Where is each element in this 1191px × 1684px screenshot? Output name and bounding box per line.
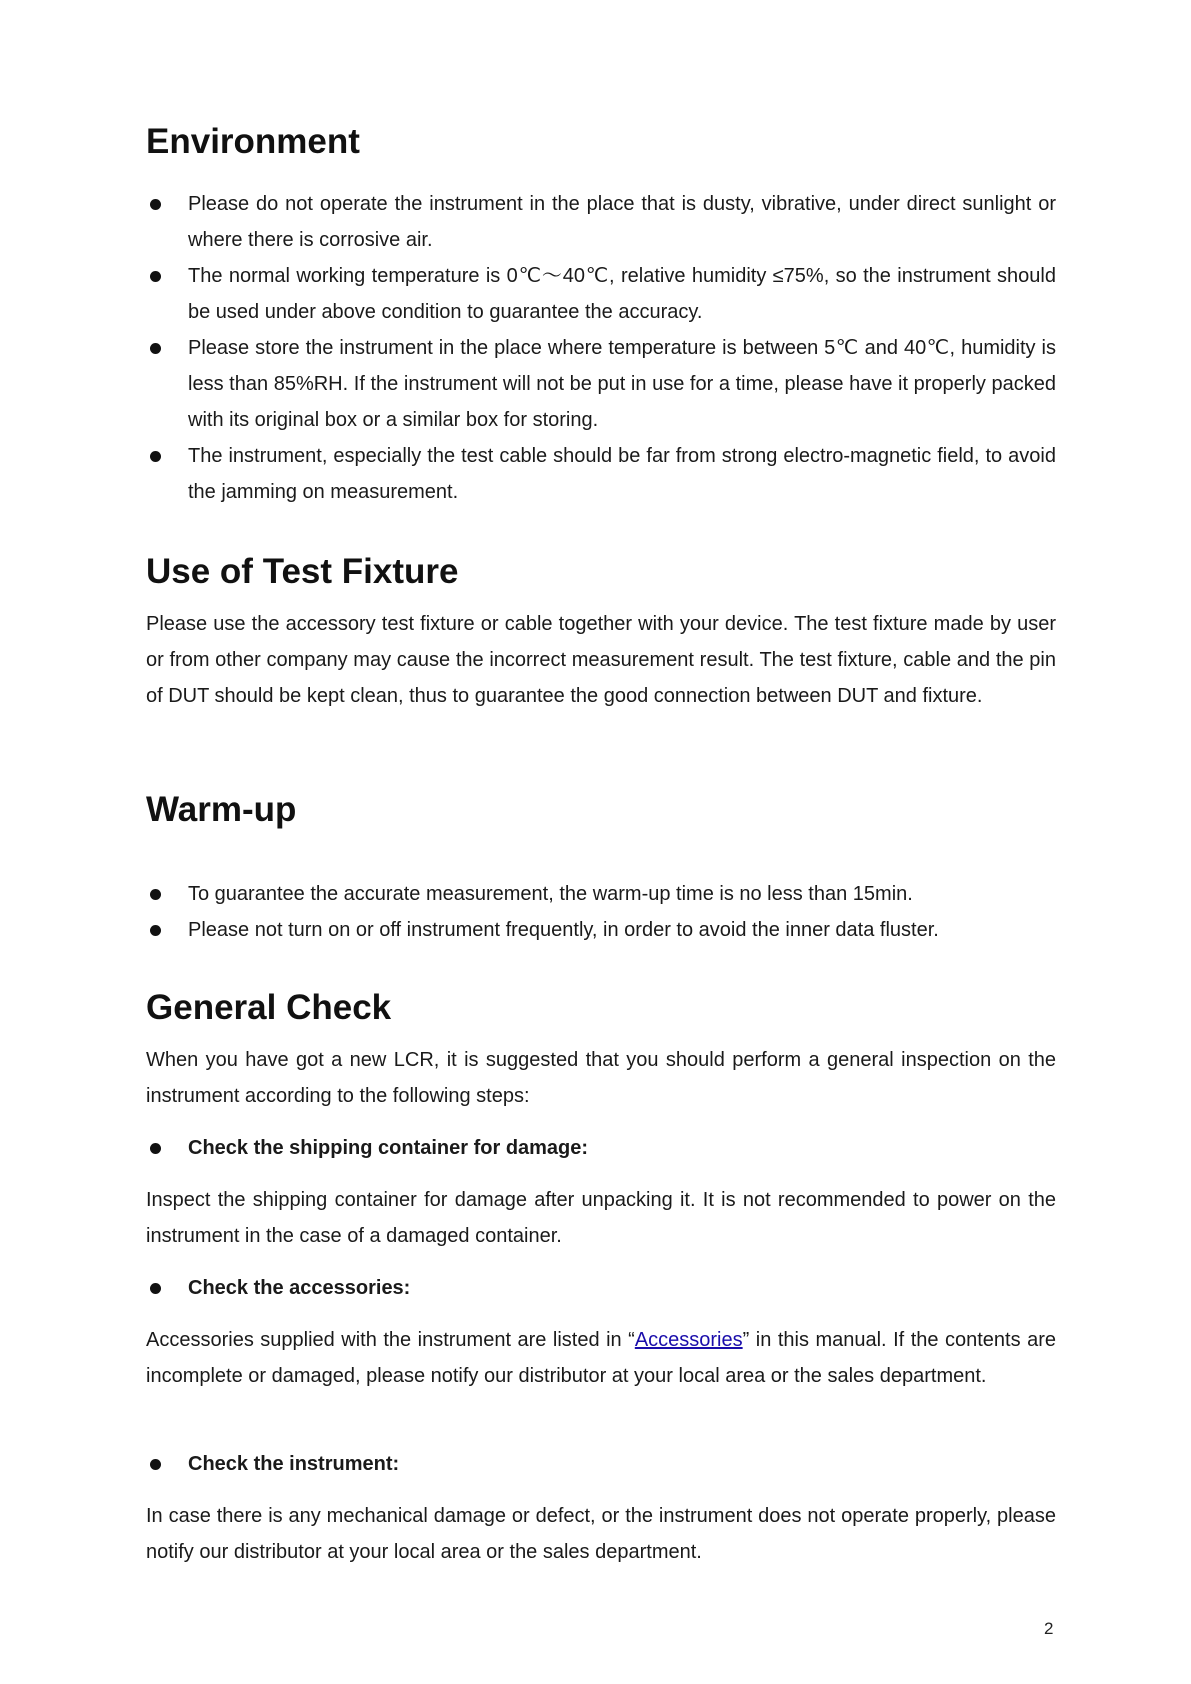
section-heading-test-fixture: Use of Test Fixture bbox=[146, 552, 459, 591]
fixture-paragraph: Please use the accessory test fixture or cable together with your device. The test fixture made by user or from other company may cause the incorrect measurement result. The test fixture, cable and the pin of DUT should be kept clean, thus to guarantee the good connection between DUT and fixture. bbox=[146, 613, 1056, 707]
bullet-icon bbox=[150, 199, 161, 210]
accessories-text-after: ” in this manual. If the contents are incomplete or damaged, please notify our distributor at your local area or the sales department. bbox=[146, 1329, 1056, 1387]
bullet-icon bbox=[150, 1459, 161, 1470]
list-item bbox=[146, 1446, 1056, 1482]
list-item bbox=[146, 258, 1056, 330]
list-item bbox=[146, 330, 1056, 438]
list-item bbox=[146, 438, 1056, 510]
accessories-text-before: Accessories supplied with the instrument are listed in “ bbox=[146, 1329, 635, 1351]
step-title-shipping-container: Check the shipping container for damage: bbox=[188, 1137, 589, 1159]
bullet-icon bbox=[150, 1143, 161, 1154]
bullet-icon bbox=[150, 889, 161, 900]
list-item-text: Please not turn on or off instrument frequently, in order to avoid the inner data fluster. bbox=[188, 919, 939, 941]
section-heading-warm-up: Warm-up bbox=[146, 790, 297, 829]
general-check-intro: When you have got a new LCR, it is suggested that you should perform a general inspection on the instrument according to the following steps: bbox=[146, 1049, 1056, 1107]
bullet-icon bbox=[150, 343, 161, 354]
step-title-accessories: Check the accessories: bbox=[188, 1277, 411, 1299]
list-item bbox=[146, 912, 1056, 948]
step-text-shipping-container: Inspect the shipping container for damage after unpacking it. It is not recommended to power on the instrument in the case of a damaged container. bbox=[146, 1189, 1056, 1247]
section-heading-general-check: General Check bbox=[146, 988, 392, 1027]
list-item bbox=[146, 876, 1056, 912]
accessories-link[interactable]: Accessories bbox=[634, 1329, 743, 1351]
list-item-text: The normal working temperature is 0℃～40℃, relative humidity ≤75%, so the instrument should be used under above condition to guarantee the accuracy. bbox=[188, 265, 1056, 323]
list-item-text: The instrument, especially the test cable should be far from strong electro-magnetic field, to avoid the jamming on measurement. bbox=[188, 445, 1056, 503]
step-text-instrument: In case there is any mechanical damage or defect, or the instrument does not operate properly, please notify our distributor at your local area or the sales department. bbox=[146, 1505, 1056, 1563]
bullet-icon bbox=[150, 925, 161, 936]
step-title-instrument: Check the instrument: bbox=[188, 1453, 400, 1475]
bullet-icon bbox=[150, 451, 161, 462]
list-item-text: Please store the instrument in the place where temperature is between 5℃ and 40℃, humidity is less than 85%RH. If the instrument will not be put in use for a time, please have it properly packed with its original box or a similar box for storing. bbox=[188, 337, 1056, 431]
section-heading-environment: Environment bbox=[146, 122, 360, 161]
list-item bbox=[146, 1130, 1056, 1166]
list-item-text: Please do not operate the instrument in the place that is dusty, vibrative, under direct sunlight or where there is corrosive air. bbox=[188, 193, 1056, 251]
page-number: 2 bbox=[1044, 1619, 1054, 1638]
bullet-icon bbox=[150, 1283, 161, 1294]
list-item bbox=[146, 1270, 1056, 1306]
step-text-accessories bbox=[146, 1322, 1056, 1394]
bullet-icon bbox=[150, 271, 161, 282]
list-item bbox=[146, 186, 1056, 258]
list-item-text: To guarantee the accurate measurement, the warm-up time is no less than 15min. bbox=[188, 883, 913, 905]
